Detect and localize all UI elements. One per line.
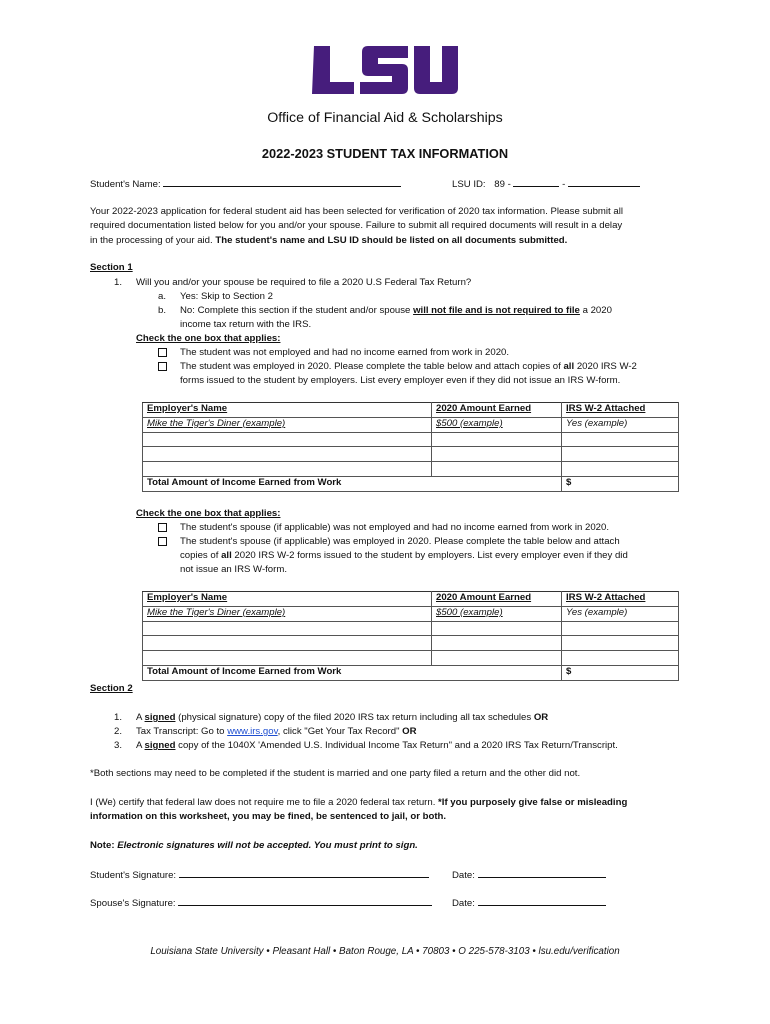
intro-line-2: required documentation listed below for you and/or your spouse. Failure to submit all required documents will result in a delay bbox=[90, 220, 623, 232]
spouse-date-blank[interactable] bbox=[478, 895, 606, 906]
student-date-blank[interactable] bbox=[478, 867, 606, 878]
w2-cell[interactable] bbox=[562, 636, 679, 651]
spouse-signature-field bbox=[90, 895, 432, 911]
example-employer: Mike the Tiger's Diner (example) bbox=[143, 606, 432, 621]
table-row[interactable] bbox=[143, 447, 679, 462]
amount-cell[interactable] bbox=[432, 432, 562, 447]
lsu-id-dash: - bbox=[562, 179, 566, 190]
col-employer-name: Employer's Name bbox=[143, 592, 432, 607]
intro-paragraph bbox=[90, 205, 690, 248]
student-date-field bbox=[452, 867, 606, 883]
table-row[interactable] bbox=[143, 432, 679, 447]
student-date-label: Date: bbox=[452, 870, 475, 881]
spouse-employer-table bbox=[142, 591, 679, 681]
irs-link[interactable]: www.irs.gov bbox=[227, 726, 278, 737]
item1-number: 1. bbox=[114, 712, 123, 723]
certify-line-1 bbox=[90, 796, 690, 810]
item1-post: (physical signature) copy of the filed 2020 IRS tax return including all tax schedules bbox=[178, 712, 532, 723]
lsu-id-blank-2[interactable] bbox=[568, 176, 640, 187]
student-name-blank[interactable] bbox=[163, 176, 401, 187]
option-b-pre: No: Complete this section if the student and/or spouse bbox=[180, 305, 411, 316]
office-title: Office of Financial Aid & Scholarships bbox=[267, 110, 503, 126]
employer-cell[interactable] bbox=[143, 651, 432, 666]
certify-bold-2: information on this worksheet, you may be fined, be sentenced to jail, or both. bbox=[90, 811, 447, 823]
student-employed-text bbox=[180, 360, 637, 374]
spouse-signature-blank[interactable] bbox=[178, 895, 432, 906]
student-employed-pre: The student was employed in 2020. Please complete the table below and attach copies of bbox=[180, 361, 561, 372]
intro-line-1: Your 2022-2023 application for federal student aid has been selected for verification of 2020 tax information. Please submit all bbox=[90, 206, 623, 217]
table-row[interactable] bbox=[143, 462, 679, 477]
q1-text: Will you and/or your spouse be required to file a 2020 U.S Federal Tax Return? bbox=[136, 277, 472, 288]
employer-cell[interactable] bbox=[143, 621, 432, 636]
employer-cell[interactable] bbox=[143, 432, 432, 447]
intro-line-3 bbox=[90, 234, 690, 248]
option-b-post: a 2020 bbox=[579, 305, 612, 316]
both-sections-note: *Both sections may need to be completed if the student is married and one party filed a return and the other did not. bbox=[90, 768, 581, 779]
lsu-id-field bbox=[452, 176, 640, 192]
student-employed-post: 2020 IRS W-2 bbox=[576, 361, 637, 372]
option-a-letter: a. bbox=[158, 291, 167, 302]
example-employer: Mike the Tiger's Diner (example) bbox=[143, 417, 432, 432]
item2-pre: Tax Transcript: Go to bbox=[136, 726, 225, 737]
spouse-signature-label: Spouse's Signature: bbox=[90, 898, 176, 909]
table-row[interactable] bbox=[143, 651, 679, 666]
spouse-employed-line1: The student's spouse (if applicable) was employed in 2020. Please complete the table below and attach bbox=[180, 536, 620, 547]
student-not-employed-text: The student was not employed and had no income earned from work in 2020. bbox=[180, 347, 510, 358]
item2-or: OR bbox=[402, 726, 417, 737]
student-check-heading: Check the one box that applies: bbox=[136, 333, 281, 344]
amount-cell[interactable] bbox=[432, 621, 562, 636]
col-amount-earned: 2020 Amount Earned bbox=[432, 592, 562, 607]
w2-cell[interactable] bbox=[562, 462, 679, 477]
item2-text bbox=[136, 725, 417, 739]
signature-note bbox=[90, 839, 418, 853]
footer-address: Louisiana State University • Pleasant Hall • Baton Rouge, LA • 70803 • O 225-578-3103 • lsu.edu/verification bbox=[150, 946, 620, 957]
example-w2: Yes (example) bbox=[562, 606, 679, 621]
student-employed-line2: forms issued to the student by employers. List every employer even if they did not issue an IRS W-form. bbox=[180, 375, 621, 386]
form-title: 2022-2023 STUDENT TAX INFORMATION bbox=[261, 146, 509, 161]
certify-bold-1: *If you purposely give false or misleading bbox=[438, 797, 628, 808]
spouse-employed-bold: all bbox=[221, 550, 232, 561]
spouse-employed-line2 bbox=[180, 549, 628, 563]
employer-cell[interactable] bbox=[143, 462, 432, 477]
item2-number: 2. bbox=[114, 726, 123, 737]
w2-cell[interactable] bbox=[562, 447, 679, 462]
section2-heading: Section 2 bbox=[90, 683, 133, 694]
student-employer-table bbox=[142, 402, 679, 492]
spouse-not-employed-checkbox[interactable] bbox=[158, 523, 167, 532]
w2-cell[interactable] bbox=[562, 621, 679, 636]
col-employer-name: Employer's Name bbox=[143, 403, 432, 418]
spouse-employed-post: 2020 IRS W-2 forms issued to the student by employers. List every employer even if they did bbox=[234, 550, 628, 561]
option-b-bold: will not file and is not required to file bbox=[413, 305, 580, 316]
item3-pre: A bbox=[136, 740, 142, 751]
note-text: Electronic signatures will not be accepted. You must print to sign. bbox=[117, 840, 418, 851]
student-employed-checkbox[interactable] bbox=[158, 362, 167, 371]
lsu-id-label: LSU ID: bbox=[452, 179, 486, 190]
example-w2: Yes (example) bbox=[562, 417, 679, 432]
option-b-letter: b. bbox=[158, 305, 167, 316]
item1-text bbox=[136, 711, 548, 725]
option-b-text bbox=[180, 304, 612, 318]
amount-cell[interactable] bbox=[432, 651, 562, 666]
total-amount[interactable]: $ bbox=[562, 665, 679, 680]
amount-cell[interactable] bbox=[432, 462, 562, 477]
total-row bbox=[143, 476, 679, 491]
item1-signed: signed bbox=[144, 712, 176, 723]
table-row bbox=[143, 417, 679, 432]
lsu-id-blank-1[interactable] bbox=[513, 176, 559, 187]
lsu-id-prefix: 89 - bbox=[494, 179, 511, 190]
amount-cell[interactable] bbox=[432, 636, 562, 651]
student-signature-field bbox=[90, 867, 429, 883]
col-w2-attached: IRS W-2 Attached bbox=[562, 592, 679, 607]
item1-pre: A bbox=[136, 712, 142, 723]
certify-pre: I (We) certify that federal law does not require me to file a 2020 federal tax return. bbox=[90, 797, 436, 808]
table-row bbox=[143, 606, 679, 621]
note-label: Note: bbox=[90, 840, 115, 851]
w2-cell[interactable] bbox=[562, 432, 679, 447]
intro-line-3b: The student's name and LSU ID should be listed on all documents submitted. bbox=[215, 234, 568, 246]
student-signature-blank[interactable] bbox=[179, 867, 429, 878]
col-w2-attached: IRS W-2 Attached bbox=[562, 403, 679, 418]
total-label: Total Amount of Income Earned from Work bbox=[143, 476, 562, 491]
total-row bbox=[143, 665, 679, 680]
certify-statement bbox=[90, 796, 690, 825]
spouse-check-heading: Check the one box that applies: bbox=[136, 508, 281, 519]
item1-or: OR bbox=[533, 712, 549, 723]
intro-line-3a: in the processing of your aid. bbox=[90, 234, 213, 246]
col-amount-earned: 2020 Amount Earned bbox=[432, 403, 562, 418]
total-label: Total Amount of Income Earned from Work bbox=[143, 665, 562, 680]
spouse-date-field bbox=[452, 895, 606, 911]
option-b-line2: income tax return with the IRS. bbox=[180, 319, 312, 330]
item3-post: copy of the 1040X 'Amended U.S. Individual Income Tax Return" and a 2020 IRS Tax Return/Transcript. bbox=[178, 740, 618, 751]
item3-text bbox=[136, 739, 618, 753]
option-a-text: Yes: Skip to Section 2 bbox=[180, 291, 273, 302]
student-name-field bbox=[90, 176, 401, 192]
spouse-employed-checkbox[interactable] bbox=[158, 537, 167, 546]
section1-heading: Section 1 bbox=[90, 262, 133, 273]
student-not-employed-checkbox[interactable] bbox=[158, 348, 167, 357]
spouse-not-employed-text: The student's spouse (if applicable) was not employed and had no income earned from work in 2020. bbox=[180, 522, 610, 533]
total-amount[interactable]: $ bbox=[562, 476, 679, 491]
employer-cell[interactable] bbox=[143, 636, 432, 651]
student-name-label: Student's Name: bbox=[90, 179, 161, 190]
spouse-date-label: Date: bbox=[452, 898, 475, 909]
example-amount: $500 (example) bbox=[432, 417, 562, 432]
student-signature-label: Student's Signature: bbox=[90, 870, 177, 881]
spouse-employed-line3: not issue an IRS W-form. bbox=[180, 564, 287, 575]
q1-number: 1. bbox=[114, 277, 123, 288]
lsu-logo bbox=[310, 44, 460, 96]
student-employed-bold: all bbox=[563, 361, 575, 372]
example-amount: $500 (example) bbox=[432, 606, 562, 621]
w2-cell[interactable] bbox=[562, 651, 679, 666]
item3-number: 3. bbox=[114, 740, 123, 751]
amount-cell[interactable] bbox=[432, 447, 562, 462]
spouse-employed-pre: copies of bbox=[180, 550, 219, 561]
table-row[interactable] bbox=[143, 636, 679, 651]
item3-signed: signed bbox=[144, 740, 176, 751]
table-row[interactable] bbox=[143, 621, 679, 636]
employer-cell[interactable] bbox=[143, 447, 432, 462]
item2-post: , click "Get Your Tax Record" bbox=[277, 726, 400, 737]
